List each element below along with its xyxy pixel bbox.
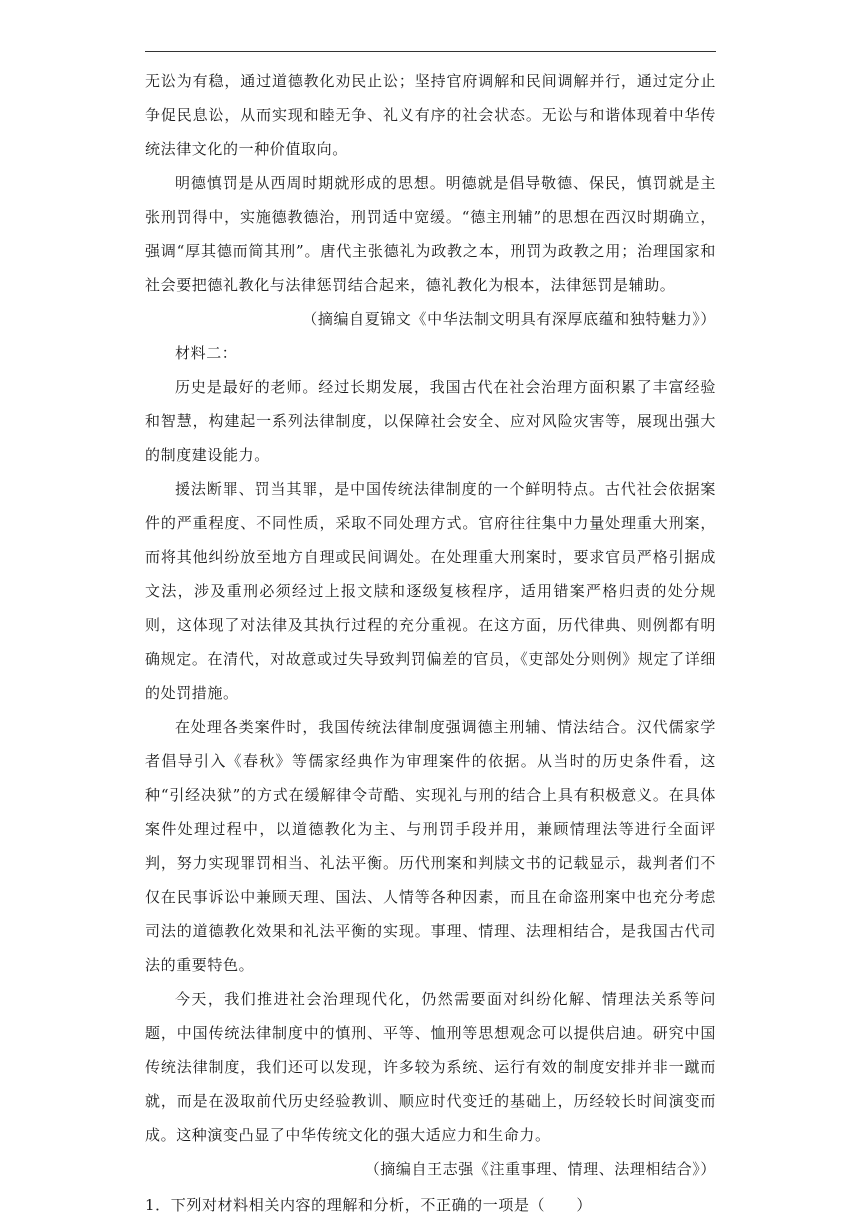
source-citation-2: （摘编自王志强《注重事理、情理、法理相结合》）	[364, 1160, 716, 1178]
paragraph-mingde-shenfa: 明德慎罚是从西周时期就形成的思想。明德就是倡导敬德、保民，慎罚就是主张刑罚得中，实施德教德治，刑罚适中宽缓。“德主刑辅”的思想在西汉时期确立，强调“厚其德而简其刑”。唐代主张德礼为政教之本，刑罚为政教之用；治理国家和社会要把德礼教化与法律惩罚结合起来，德礼教化为根本，法律惩罚是辅助。	[145, 174, 716, 294]
paragraph-continuation: 无讼为有稳，通过道德教化劝民止讼；坚持官府调解和民间调解并行，通过定分止争促民息讼，从而实现和睦无争、礼义有序的社会状态。无讼与和谐体现着中华传统法律文化的一种价值取向。	[145, 72, 716, 158]
question-1: 1．下列对材料相关内容的理解和分析，不正确的一项是（ ）	[145, 1196, 592, 1214]
header-rule	[145, 51, 716, 52]
material-two-label: 材料二：	[175, 344, 238, 362]
paragraph-yuanfa-duanzui: 援法断罪、罚当其罪，是中国传统法律制度的一个鲜明特点。古代社会依据案件的严重程度、不同性质，采取不同处理方式。官府往往集中力量处理重大刑案，而将其他纠纷放至地方自理或民间调处。在处理重大刑案时，要求官员严格引据成文法，涉及重刑必须经过上报文牍和逐级复核程序，适用错案严格归责的处分规则，这体现了对法律及其执行过程的充分重视。在这方面，历代律典、则例都有明确规定。在清代，对故意或过失导致判罚偏差的官员，《吏部处分则例》规定了详细的处罚措施。	[145, 480, 716, 702]
paragraph-modernization: 今天，我们推进社会治理现代化，仍然需要面对纠纷化解、情理法关系等问题，中国传统法律制度中的慎刑、平等、恤刑等思想观念可以提供启迪。研究中国传统法律制度，我们还可以发现，许多较为系统、运行有效的制度安排并非一蹴而就，而是在汲取前代历史经验教训、顺应时代变迁的基础上，历经较长时间演变而成。这种演变凸显了中华传统文化的强大适应力和生命力。	[145, 990, 716, 1144]
paragraph-dezhu-xingfu: 在处理各类案件时，我国传统法律制度强调德主刑辅、情法结合。汉代儒家学者倡导引入《春秋》等儒家经典作为审理案件的依据。从当时的历史条件看，这种“引经决狱”的方式在缓解律令苛酷、实现礼与刑的结合上具有积极意义。在具体案件处理过程中，以道德教化为主、与刑罚手段并用，兼顾情理法等进行全面评判，努力实现罪罚相当、礼法平衡。历代刑案和判牍文书的记载显示，裁判者们不仅在民事诉讼中兼顾天理、国法、人情等各种因素，而且在命盗刑案中也充分考虑司法的道德教化效果和礼法平衡的实现。事理、情理、法理相结合，是我国古代司法的重要特色。	[145, 718, 716, 974]
source-citation-1: （摘编自夏锦文《中华法制文明具有深厚底蕴和独特魅力》）	[302, 310, 716, 328]
paragraph-history-teacher: 历史是最好的老师。经过长期发展，我国古代在社会治理方面积累了丰富经验和智慧，构建起一系列法律制度，以保障社会安全、应对风险灾害等，展现出强大的制度建设能力。	[145, 378, 716, 464]
document-body	[145, 64, 716, 1222]
